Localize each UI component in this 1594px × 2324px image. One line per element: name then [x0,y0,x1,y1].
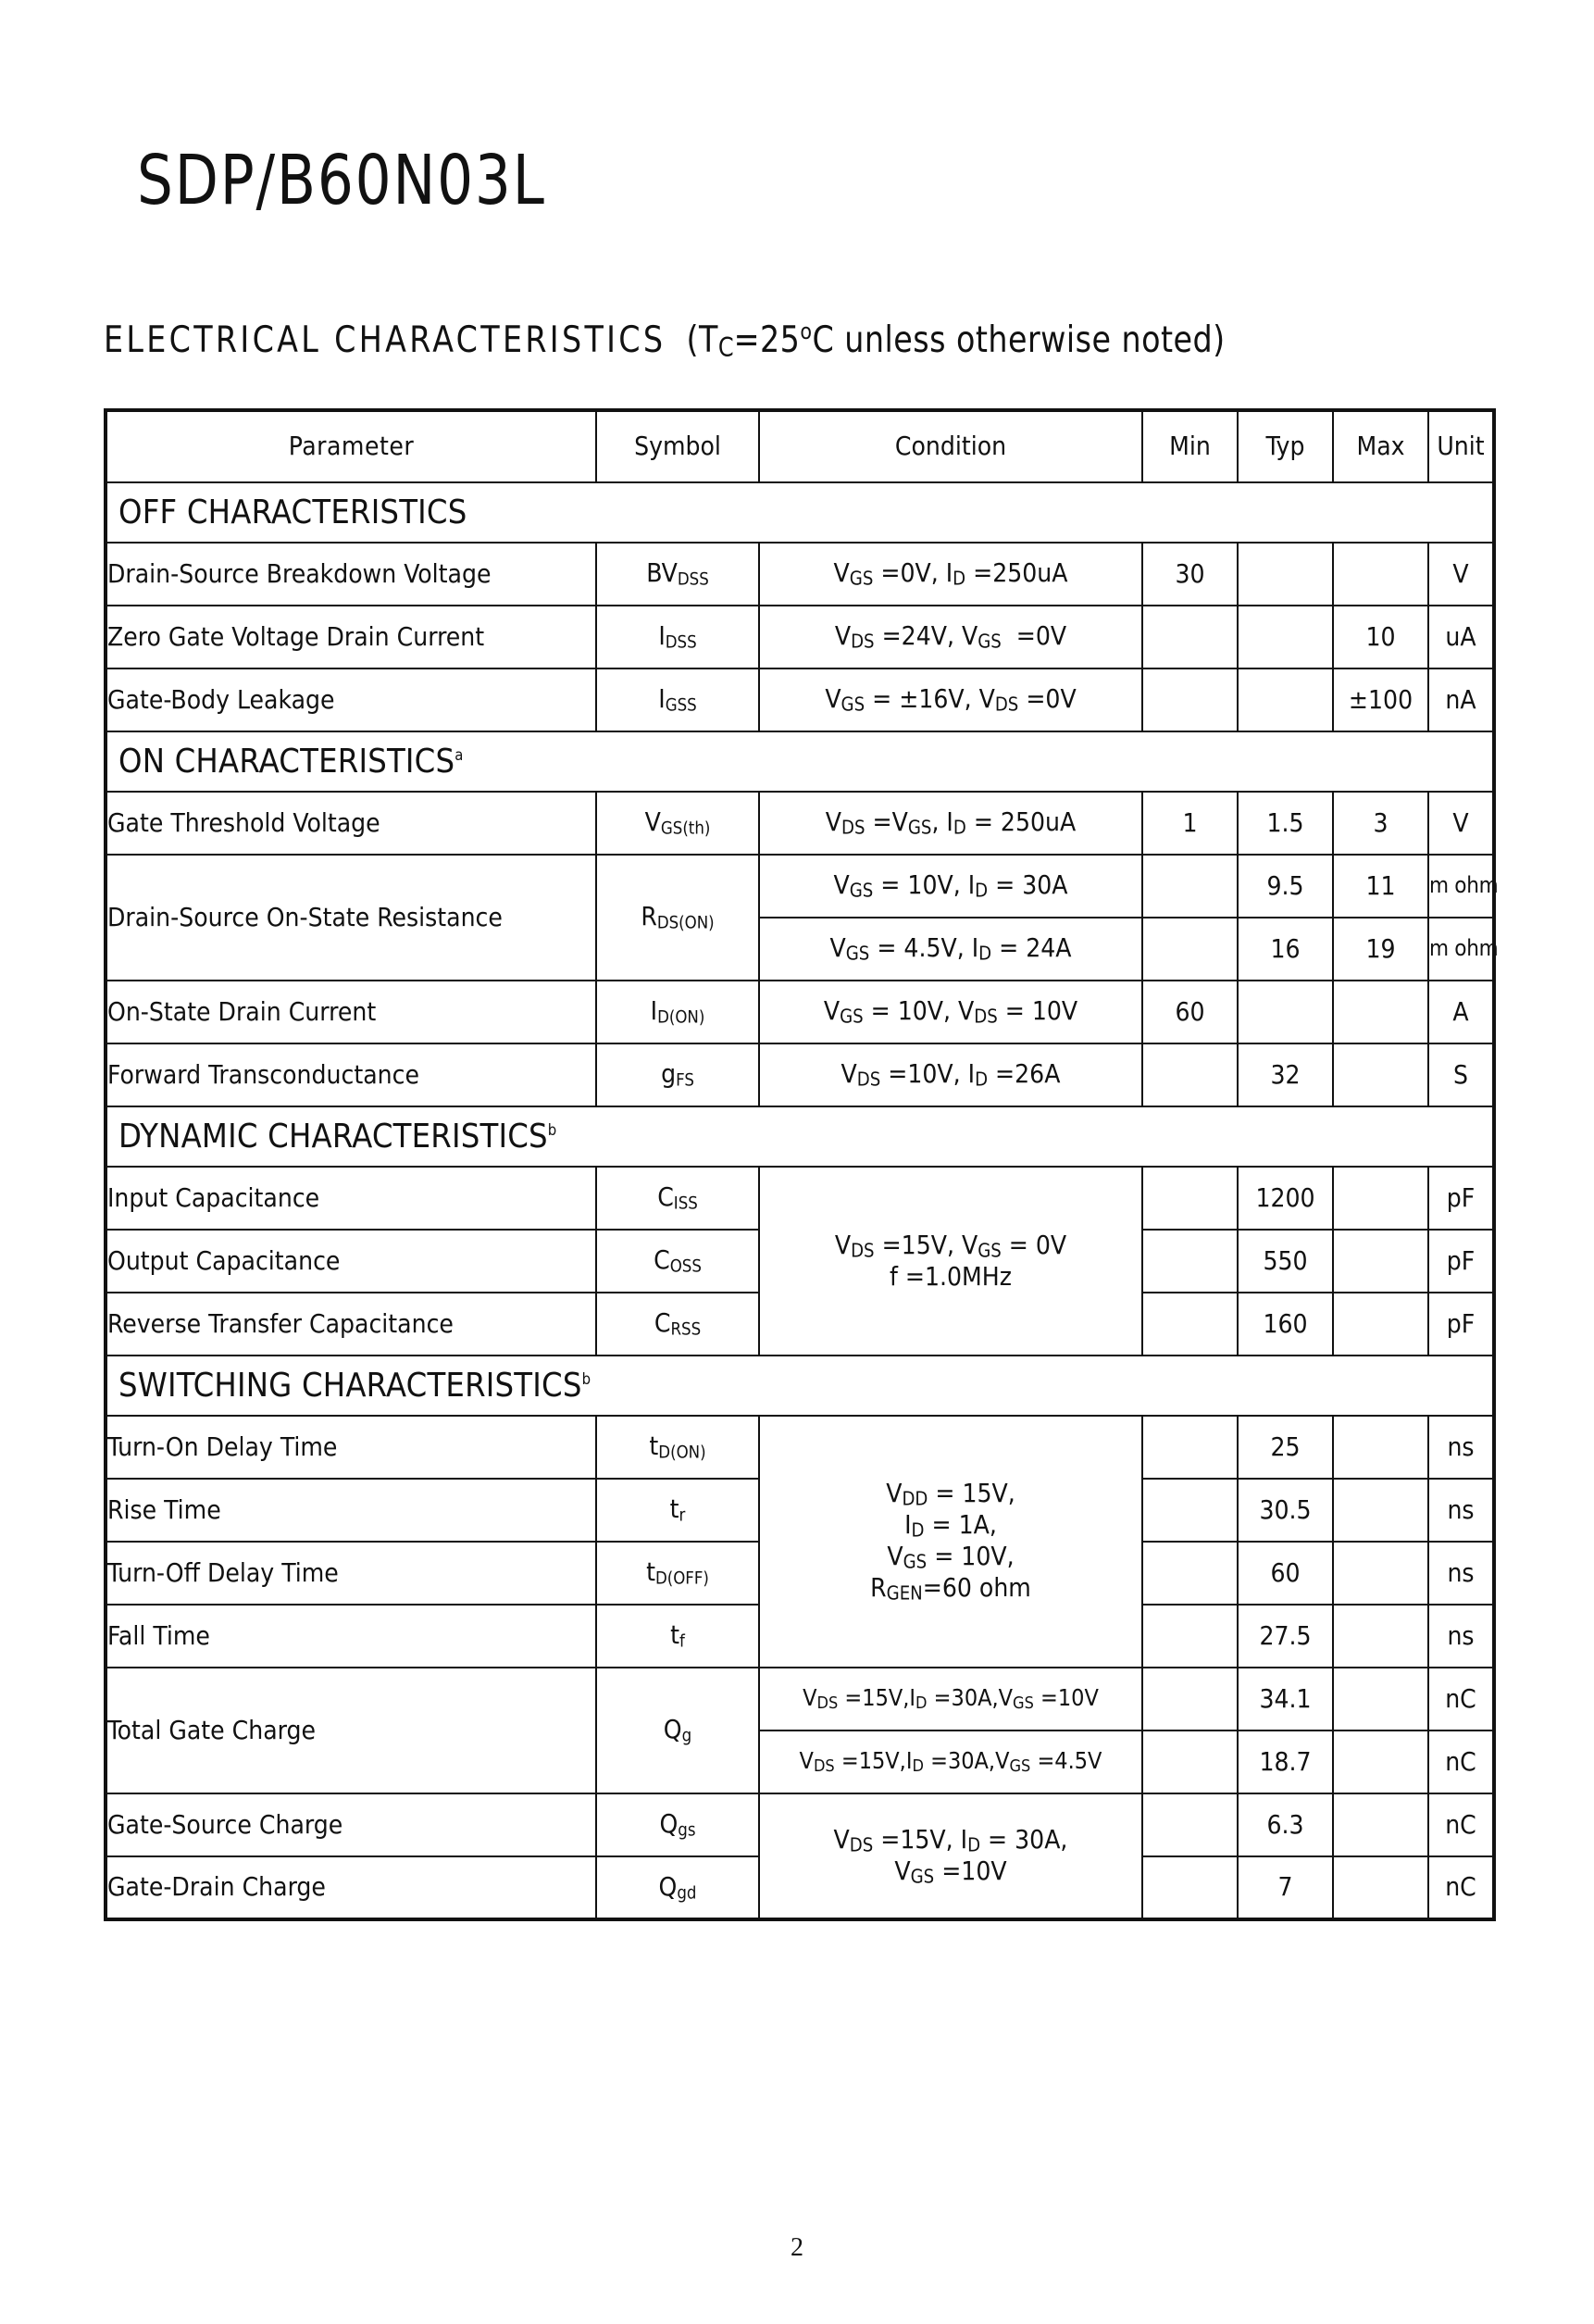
cell-unit: uA [1428,606,1494,668]
heading-note-prefix: (T [686,319,718,361]
cell-min [1142,1605,1238,1668]
cell-unit: nA [1428,668,1494,731]
cell-condition: VGS =0V, ID =250uA [759,543,1142,606]
cell-max [1333,981,1428,1043]
cell-max [1333,1416,1428,1479]
cell-parameter: Total Gate Charge [106,1668,596,1793]
section-heading-row-switching [106,1356,1494,1416]
table-row [106,606,1494,668]
cell-max [1333,1731,1428,1793]
heading-note-unit: C [812,319,835,361]
section-heading-row-dynamic [106,1106,1494,1167]
column-header-symbol: Symbol [596,410,759,482]
cell-condition: VDS =24V, VGS =0V [759,606,1142,668]
column-header-min: Min [1142,410,1238,482]
section-heading-note: a [455,745,464,764]
cell-unit: V [1428,543,1494,606]
cell-min [1142,1416,1238,1479]
cell-typ [1238,606,1333,668]
cell-min [1142,855,1238,918]
cell-symbol: gFS [596,1043,759,1106]
cell-min [1142,606,1238,668]
cell-unit: A [1428,981,1494,1043]
cell-symbol: VGS(th) [596,792,759,855]
cell-min [1142,1731,1238,1793]
cell-min [1142,668,1238,731]
cell-symbol: Qgs [596,1793,759,1856]
cell-max: 19 [1333,918,1428,981]
cell-symbol: IGSS [596,668,759,731]
cell-min [1142,1293,1238,1356]
heading-note-suffix: unless otherwise noted) [834,319,1226,361]
cell-unit: nC [1428,1731,1494,1793]
table-row [106,1167,1494,1230]
column-header-typ: Typ [1238,410,1333,482]
column-header-parameter: Parameter [106,410,596,482]
cell-symbol: COSS [596,1230,759,1293]
table-row [106,792,1494,855]
cell-typ [1238,543,1333,606]
cell-max: 3 [1333,792,1428,855]
electrical-characteristics-table [104,408,1499,1921]
cell-unit: V [1428,792,1494,855]
cell-max [1333,1479,1428,1542]
cell-min [1142,1043,1238,1106]
cell-parameter: Turn-Off Delay Time [106,1542,596,1605]
heading-note-mid: =25 [733,319,801,361]
cell-typ: 550 [1238,1230,1333,1293]
cell-max [1333,1167,1428,1230]
cell-min: 60 [1142,981,1238,1043]
cell-parameter: Gate Threshold Voltage [106,792,596,855]
cell-condition: VDS =15V, ID = 30A, VGS =10V [759,1793,1142,1919]
cell-max: 10 [1333,606,1428,668]
heading-main-text: ELECTRICAL CHARACTERISTICS [104,319,666,361]
cell-condition: VDS =VGS, ID = 250uA [759,792,1142,855]
cell-parameter: Output Capacitance [106,1230,596,1293]
cell-unit: ns [1428,1605,1494,1668]
electrical-characteristics-table-wrapper [104,408,1499,1921]
table-header-row [106,410,1494,482]
cell-symbol: Qgd [596,1856,759,1919]
cell-typ: 1.5 [1238,792,1333,855]
cell-unit: ns [1428,1479,1494,1542]
section-heading-on: ON CHARACTERISTICS$^a$ [106,731,1494,792]
degree-icon: o [800,319,813,344]
cell-parameter: Drain-Source On-State Resistance [106,855,596,981]
section-heading-switching: SWITCHING CHARACTERISTICS$^b$ [106,1356,1494,1416]
cell-condition: VDS =15V, VGS = 0V f =1.0MHz [759,1167,1142,1356]
cell-symbol: ID(ON) [596,981,759,1043]
cell-unit: nC [1428,1856,1494,1919]
cell-unit: ns [1428,1542,1494,1605]
cell-unit: ns [1428,1416,1494,1479]
cell-unit: S [1428,1043,1494,1106]
table-row [106,1043,1494,1106]
cell-parameter: Gate-Source Charge [106,1793,596,1856]
section-heading-note: b [581,1369,592,1388]
cell-parameter: Turn-On Delay Time [106,1416,596,1479]
cell-parameter: Fall Time [106,1605,596,1668]
cell-min [1142,918,1238,981]
cell-min [1142,1167,1238,1230]
cell-parameter: Drain-Source Breakdown Voltage [106,543,596,606]
cell-symbol: RDS(ON) [596,855,759,981]
table-row [106,1668,1494,1731]
cell-min [1142,1230,1238,1293]
cell-symbol: BVDSS [596,543,759,606]
cell-typ: 30.5 [1238,1479,1333,1542]
cell-parameter: On-State Drain Current [106,981,596,1043]
section-heading-note: b [547,1120,557,1139]
column-header-max: Max [1333,410,1428,482]
cell-max [1333,1605,1428,1668]
cell-min: 1 [1142,792,1238,855]
cell-parameter: Rise Time [106,1479,596,1542]
cell-min [1142,1793,1238,1856]
cell-parameter: Zero Gate Voltage Drain Current [106,606,596,668]
cell-parameter: Input Capacitance [106,1167,596,1230]
cell-symbol: CISS [596,1167,759,1230]
cell-unit: nC [1428,1793,1494,1856]
cell-typ: 27.5 [1238,1605,1333,1668]
cell-max [1333,1856,1428,1919]
cell-symbol: tf [596,1605,759,1668]
cell-parameter: Reverse Transfer Capacitance [106,1293,596,1356]
cell-min [1142,1479,1238,1542]
column-header-condition: Condition [759,410,1142,482]
cell-parameter: Gate-Body Leakage [106,668,596,731]
cell-typ: 34.1 [1238,1668,1333,1731]
cell-condition: VGS = 10V, VDS = 10V [759,981,1142,1043]
cell-min [1142,1856,1238,1919]
cell-typ [1238,981,1333,1043]
cell-unit: pF [1428,1167,1494,1230]
cell-max [1333,543,1428,606]
cell-unit: nC [1428,1668,1494,1731]
cell-typ: 160 [1238,1293,1333,1356]
cell-min [1142,1668,1238,1731]
cell-max: ±100 [1333,668,1428,731]
cell-typ: 60 [1238,1542,1333,1605]
section-heading-row-off [106,482,1494,543]
electrical-characteristics-heading [104,319,1226,364]
cell-symbol: Qg [596,1668,759,1793]
cell-symbol: tD(OFF) [596,1542,759,1605]
cell-parameter: Forward Transconductance [106,1043,596,1106]
cell-typ: 6.3 [1238,1793,1333,1856]
table-row [106,543,1494,606]
cell-unit: pF [1428,1293,1494,1356]
cell-max [1333,1230,1428,1293]
table-row [106,1793,1494,1856]
table-row [106,981,1494,1043]
section-heading-row-on [106,731,1494,792]
cell-typ: 25 [1238,1416,1333,1479]
cell-typ: 32 [1238,1043,1333,1106]
page-title: SDP/B60N03L [137,141,546,220]
cell-max [1333,1668,1428,1731]
table-row [106,855,1494,918]
cell-typ: 7 [1238,1856,1333,1919]
heading-note-sub: C [717,332,734,364]
cell-unit: m ohm [1428,918,1494,981]
cell-condition: VGS = 10V, ID = 30A [759,855,1142,918]
page-footer: 2 [791,2233,803,2262]
cell-typ: 16 [1238,918,1333,981]
cell-typ: 9.5 [1238,855,1333,918]
heading-note [666,319,1226,364]
cell-condition: VDD = 15V, ID = 1A, VGS = 10V, RGEN=60 ohm [759,1416,1142,1668]
cell-max [1333,1293,1428,1356]
cell-symbol: tD(ON) [596,1416,759,1479]
cell-symbol: IDSS [596,606,759,668]
cell-max [1333,1542,1428,1605]
cell-max [1333,1043,1428,1106]
cell-typ [1238,668,1333,731]
table-row [106,668,1494,731]
column-header-unit: Unit [1428,410,1494,482]
cell-unit: pF [1428,1230,1494,1293]
cell-condition: VDS =15V,ID =30A,VGS =10V [759,1668,1142,1731]
cell-condition: VGS = 4.5V, ID = 24A [759,918,1142,981]
cell-symbol: tr [596,1479,759,1542]
cell-condition: VDS =15V,ID =30A,VGS =4.5V [759,1731,1142,1793]
cell-max [1333,1793,1428,1856]
section-heading-dynamic: DYNAMIC CHARACTERISTICS$^b$ [106,1106,1494,1167]
cell-min [1142,1542,1238,1605]
cell-symbol: CRSS [596,1293,759,1356]
section-heading-off: OFF CHARACTERISTICS [106,482,1494,543]
table-body [106,410,1499,1919]
table-row [106,1416,1494,1479]
cell-unit: m ohm [1428,855,1494,918]
cell-typ: 18.7 [1238,1731,1333,1793]
cell-min: 30 [1142,543,1238,606]
cell-typ: 1200 [1238,1167,1333,1230]
cell-condition: VDS =10V, ID =26A [759,1043,1142,1106]
cell-condition: VGS = ±16V, VDS =0V [759,668,1142,731]
cell-max: 11 [1333,855,1428,918]
cell-parameter: Gate-Drain Charge [106,1856,596,1919]
